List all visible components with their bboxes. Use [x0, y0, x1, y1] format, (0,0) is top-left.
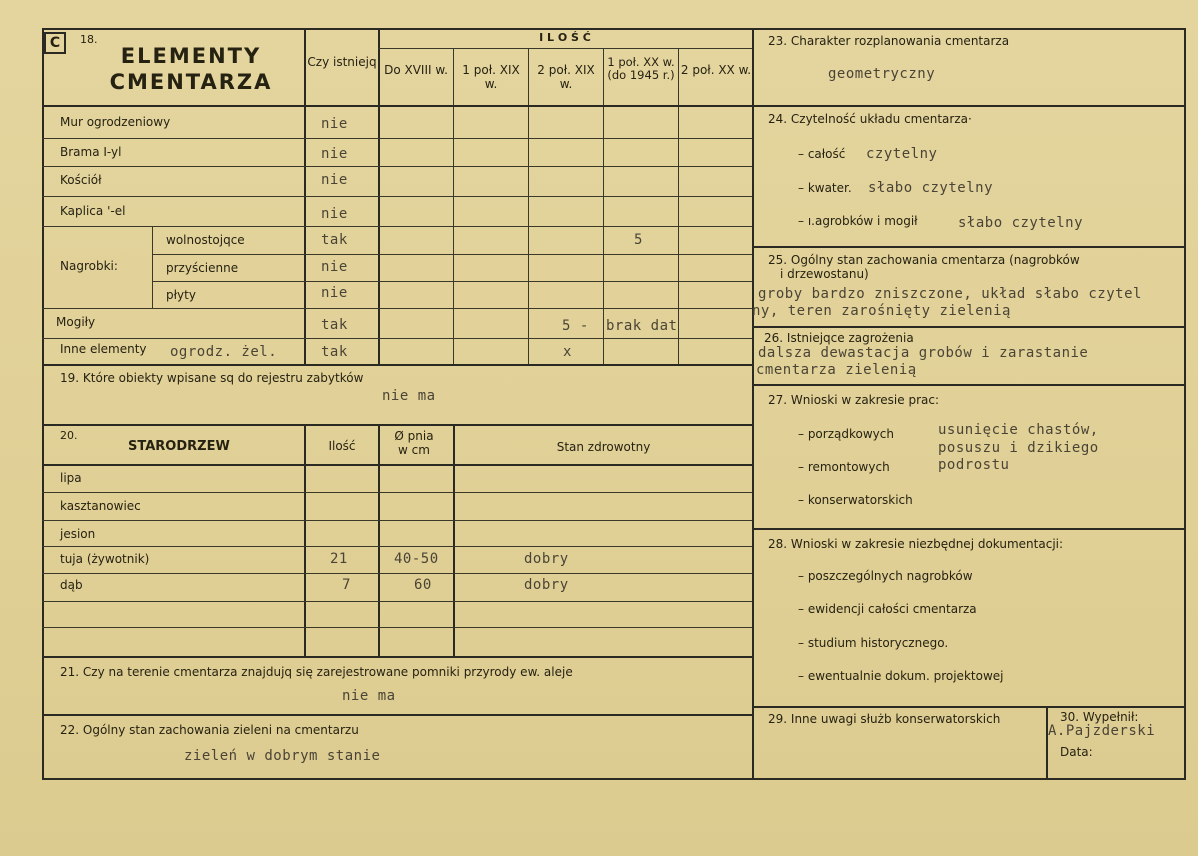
s22-label: 22. Ogólny stan zachowania zieleni na cmentarzu	[60, 723, 359, 737]
row-czy-value: nie	[321, 259, 348, 275]
row-czy-value: nie	[321, 285, 348, 301]
tree-row-name: dąb	[60, 578, 83, 592]
row-label: Mogiły	[56, 315, 96, 329]
s19-value: nie ma	[382, 388, 436, 404]
row-cell-value: brak dat	[606, 318, 678, 334]
col-1pol-xix: 1 poł. XIX w.	[462, 63, 520, 91]
s24-c-label: – ı.agrobków i mogił	[798, 214, 918, 228]
row-czy-value: nie	[321, 146, 348, 162]
s25-label-1: 25. Ogólny stan zachowania cmentarza (nagrobków	[768, 253, 1080, 267]
tree-row-ilosc: 21	[330, 551, 348, 567]
s26-value-2: cmentarza zielenią	[756, 362, 917, 378]
col-2pol-xix: 2 poł. XIX w.	[537, 63, 595, 91]
row-czy-value: tak	[321, 317, 348, 333]
s21-value: nie ma	[342, 688, 396, 704]
row-label: Inne elementy	[60, 342, 147, 356]
s18-number: 18.	[80, 33, 98, 46]
s24-c-value: słabo czytelny	[958, 215, 1084, 231]
tree-row-stan: dobry	[524, 551, 569, 567]
tree-row-ilosc: 7	[342, 577, 351, 593]
s18-title-line2: CMENTARZA	[109, 70, 273, 94]
s30-data: Data:	[1060, 745, 1093, 759]
col-ilosc: Ilość	[328, 439, 356, 453]
s30-name: A.Pajzderski	[1048, 723, 1156, 739]
s23-value: geometryczny	[828, 66, 936, 82]
row-label: Brama I-yl	[60, 145, 122, 159]
s26-label: 26. Istniejqce zagrożenia	[764, 331, 914, 345]
tree-row-pien: 40-50	[394, 551, 439, 567]
s25-label-2: i drzewostanu)	[780, 267, 869, 281]
s25-value-2: ny, teren zarośnięty zielenią	[752, 303, 1011, 319]
row-czy-value: nie	[321, 116, 348, 132]
s27-value-2: posuszu i dzikiego	[938, 440, 1099, 456]
row-label: płyty	[166, 288, 196, 302]
s28-b: – ewidencji całości cmentarza	[798, 602, 977, 616]
tree-row-name: tuja (żywotnik)	[60, 552, 150, 566]
row-label: przyścienne	[166, 261, 239, 275]
row-czy-value: tak	[321, 344, 348, 360]
col-ilosc: I L O Ś Ć	[539, 31, 591, 44]
tree-row-name: lipa	[60, 471, 82, 485]
s24-b-label: – kwater.	[798, 181, 852, 195]
tree-row-stan: dobry	[524, 577, 569, 593]
s30-label: 30. Wypełnił:	[1060, 710, 1139, 724]
main-divider	[752, 28, 754, 780]
s21-label: 21. Czy na terenie cmentarza znajdujq się zarejestrowane pomniki przyrody ew. aleje	[60, 665, 573, 679]
s27-value-3: podrostu	[938, 457, 1010, 473]
s27-c: – konserwatorskich	[798, 493, 913, 507]
row-label: Kościół	[60, 173, 102, 187]
col-czy-istnieje: Czy istniejq	[307, 55, 377, 69]
s27-label: 27. Wnioski w zakresie prac:	[768, 393, 940, 407]
s28-label: 28. Wnioski w zakresie niezbędnej dokumentacji:	[768, 537, 1064, 551]
nagrobki-label: Nagrobki:	[60, 259, 118, 273]
s23-label: 23. Charakter rozplanowania cmentarza	[768, 34, 1010, 48]
row-cell-value: 5 -	[562, 318, 589, 334]
s24-label: 24. Czytelność układu cmentarza·	[768, 112, 972, 126]
row-czy-value: nie	[321, 172, 348, 188]
s28-a: – poszczególnych nagrobków	[798, 569, 973, 583]
col-1pol-xx: 1 poł. XX w. (do 1945 r.)	[607, 55, 675, 83]
row-extra-value: ogrodz. żel.	[170, 344, 278, 360]
s27-a: – porządkowych	[798, 427, 894, 441]
s28-c: – studium historycznego.	[798, 636, 949, 650]
row-czy-value: tak	[321, 232, 348, 248]
s27-value-1: usunięcie chastów,	[938, 422, 1099, 438]
row-cell-value: x	[563, 344, 572, 360]
tree-row-name: jesion	[60, 527, 96, 541]
row-czy-value: nie	[321, 206, 348, 222]
s22-value: zieleń w dobrym stanie	[184, 748, 381, 764]
s26-value-1: dalsza dewastacja grobów i zarastanie	[758, 345, 1089, 361]
card-letter-badge: C	[44, 32, 66, 54]
tree-row-name: kasztanowiec	[60, 499, 141, 513]
s24-b-value: słabo czytelny	[868, 180, 994, 196]
s27-b: – remontowych	[798, 460, 890, 474]
s28-d: – ewentualnie dokum. projektowej	[798, 669, 1004, 683]
tree-row-pien: 60	[414, 577, 432, 593]
row-label: Kaplica '-el	[60, 204, 126, 218]
row-label: Mur ogrodzeniowy	[60, 115, 171, 129]
col-do-xviii: Do XVIII w.	[384, 63, 448, 77]
s18-title-line1: ELEMENTY	[120, 44, 262, 68]
s29-label: 29. Inne uwagi służb konserwatorskich	[768, 712, 1001, 726]
s19-label: 19. Które obiekty wpisane sq do rejestru zabytków	[60, 371, 364, 385]
s24-a-value: czytelny	[866, 146, 938, 162]
s24-a-label: – całość	[798, 147, 846, 161]
col-stan: Stan zdrowotny	[556, 440, 651, 454]
col-pien: Ø pnia w cm	[394, 429, 434, 457]
s20-title: STARODRZEW	[128, 439, 230, 454]
row-label: wolnostojqce	[166, 233, 245, 247]
s20-number: 20.	[60, 429, 78, 442]
s25-value-1: groby bardzo zniszczone, układ słabo czytel	[758, 286, 1142, 302]
row-cell-value: 5	[634, 232, 643, 248]
col-2pol-xx: 2 poł. XX w.	[680, 63, 752, 77]
